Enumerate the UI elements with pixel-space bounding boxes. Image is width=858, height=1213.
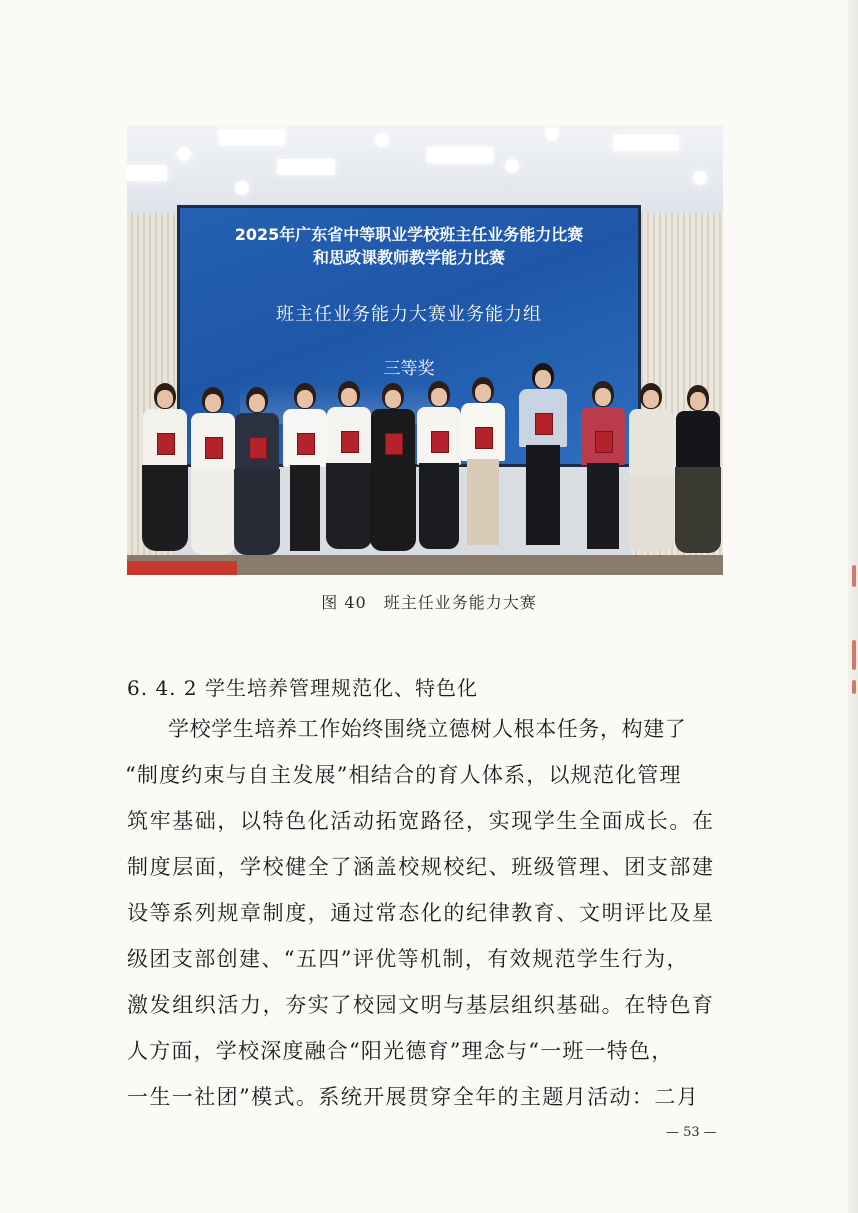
paragraph-line: 学校学生培养工作始终围绕立德树人根本任务，构建了 xyxy=(168,717,687,741)
paragraph-line: “制度约束与自主发展”相结合的育人体系，以规范化管理 xyxy=(125,763,682,787)
certificate xyxy=(205,437,223,459)
certificate xyxy=(475,427,493,449)
award-ceremony-photo xyxy=(127,125,723,575)
section-heading: 6. 4. 2 学生培养管理规范化、特色化 xyxy=(127,676,478,700)
paragraph-line: 制度层面，学校健全了涵盖校规校纪、班级管理、团支部建 xyxy=(127,855,715,879)
ceiling-spotlight xyxy=(693,171,707,185)
ceiling-spotlight xyxy=(235,181,249,195)
paragraph-line: 一生一社团”模式。系统开展贯穿全年的主题月活动：二月 xyxy=(127,1085,700,1109)
paragraph-line: 级团支部创建、“五四”评优等机制，有效规范学生行为， xyxy=(127,947,689,971)
certificate xyxy=(595,431,613,453)
ceiling-light xyxy=(127,165,167,181)
certificate xyxy=(249,437,267,459)
certificate xyxy=(341,431,359,453)
certificate xyxy=(385,433,403,455)
ceiling-light xyxy=(219,129,285,145)
paragraph-line: 人方面，学校深度融合“阳光德育”理念与“一班一特色， xyxy=(127,1039,674,1063)
screen-title-line1: 2025年广东省中等职业学校班主任业务能力比赛 xyxy=(234,225,584,244)
presenter xyxy=(621,383,681,553)
ceiling-light xyxy=(613,135,679,151)
ceiling xyxy=(127,125,723,213)
ceiling-spotlight xyxy=(505,159,519,173)
figure-caption: 图 40 班主任业务能力大赛 xyxy=(321,593,537,612)
certificate xyxy=(431,431,449,453)
certificate xyxy=(157,433,175,455)
ceiling-spotlight xyxy=(177,147,191,161)
award-recipient xyxy=(513,363,573,553)
paragraph-line: 筑牢基础，以特色化活动拓宽路径，实现学生全面成长。在 xyxy=(127,809,715,833)
page-number: — 53 — xyxy=(666,1125,717,1140)
ceiling-light xyxy=(427,147,493,163)
ceiling-light xyxy=(277,159,335,175)
award-recipient xyxy=(453,377,513,547)
screen-title-line2: 和思政课教师教学能力比赛 xyxy=(312,248,505,267)
stage-banner xyxy=(127,561,237,575)
ceiling-spotlight xyxy=(375,133,389,147)
paragraph-line: 激发组织活力，夯实了校园文明与基层组织基础。在特色育 xyxy=(127,993,715,1017)
scan-mark xyxy=(852,680,856,694)
screen-award: 三等奖 xyxy=(383,359,435,379)
certificate xyxy=(297,433,315,455)
ceiling-spotlight xyxy=(545,127,559,141)
presenter xyxy=(673,385,723,555)
screen-subtitle: 班主任业务能力大赛业务能力组 xyxy=(276,304,542,325)
certificate xyxy=(535,413,553,435)
scan-mark xyxy=(852,565,856,587)
scan-mark xyxy=(852,640,856,670)
paragraph-line: 设等系列规章制度，通过常态化的纪律教育、文明评比及星 xyxy=(127,901,715,925)
